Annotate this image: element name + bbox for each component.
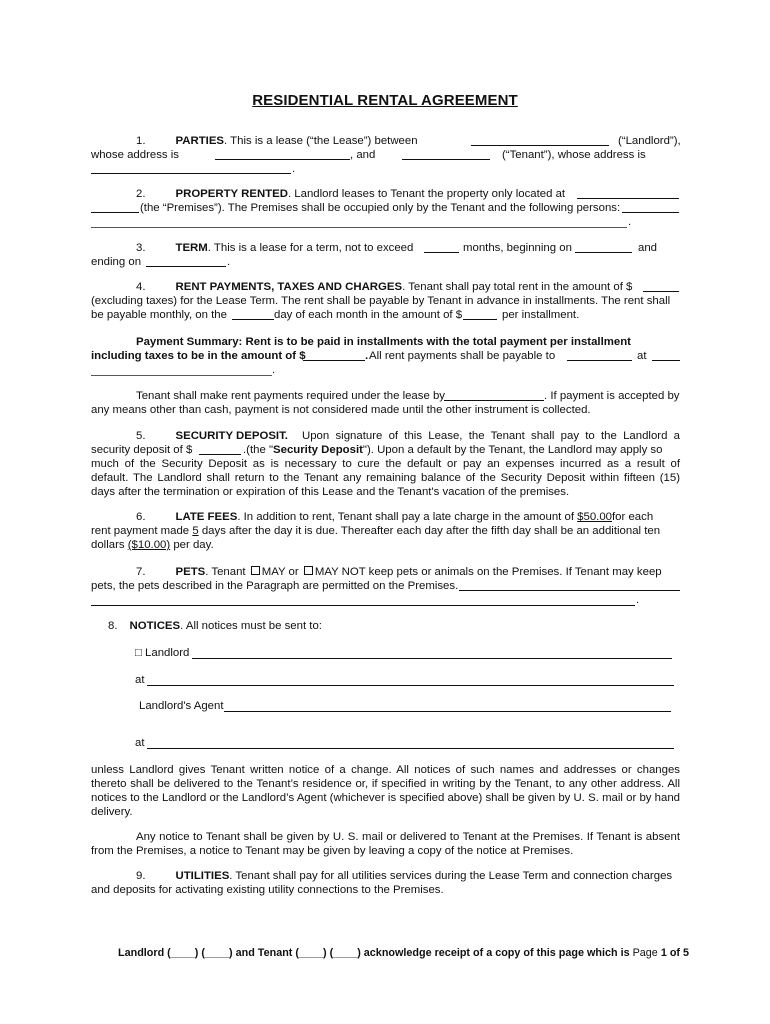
rent-text-3: be payable monthly, on the — [91, 309, 227, 321]
at-label: at — [135, 674, 145, 686]
landlord-address-blank[interactable] — [215, 149, 350, 160]
may-checkbox[interactable] — [251, 566, 260, 575]
section-text: . In addition to rent, Tenant shall pay a late charge in the amount of — [237, 511, 574, 523]
of-word: of — [669, 947, 681, 959]
agent-notice-label: Landlord's Agent — [139, 700, 224, 712]
page-total: 5 — [683, 947, 690, 959]
payee-blank[interactable] — [567, 350, 632, 361]
tenant-notice-text-1: Any notice to Tenant shall be given by U. S. mail or delivered to Tenant at the Premises. If Tenant is absent — [136, 831, 680, 843]
section-text: for each — [612, 511, 654, 523]
start-date-blank[interactable] — [575, 242, 632, 253]
period: . — [292, 163, 296, 175]
occupants-blank[interactable] — [622, 202, 679, 213]
ending-label: ending on — [91, 256, 142, 268]
section-heading: LATE FEES — [175, 511, 238, 523]
section-number: 8. — [108, 620, 118, 632]
deposit-amount-blank[interactable] — [199, 444, 241, 455]
payable-to-label: All rent payments shall be payable to — [369, 350, 556, 362]
section-text: . Tenant shall pay for all utilities services during the Lease Term and connection charges — [229, 870, 673, 882]
landlord-notice-blank[interactable] — [192, 658, 672, 659]
notices-text-2: thereto shall be delivered to the Tenant’s residence or, if specified in writing by the Tenant, to any other address. All — [91, 778, 680, 790]
tenant-notice-text-2: from the Premises, a notice to Tenant may be given by leaving a copy of the notice at Premises. — [91, 845, 574, 857]
period: . — [272, 364, 276, 376]
late-text: per day. — [173, 539, 214, 551]
section-7-line-1 — [136, 566, 662, 580]
section-6-line-1 — [136, 511, 653, 525]
payment-address-blank-line[interactable] — [91, 375, 272, 376]
tenant-label: (“Tenant”), whose address is — [502, 149, 646, 161]
page-number: 1 — [660, 947, 667, 959]
agent-notice-address-blank[interactable] — [147, 748, 674, 749]
and-label: and — [638, 242, 658, 254]
period: . — [227, 256, 231, 268]
section-heading: RENT PAYMENTS, TAXES AND CHARGES — [175, 281, 403, 293]
months-label: months, beginning on — [463, 242, 572, 254]
section-number: 9. — [136, 870, 146, 882]
section-4-line-1 — [136, 281, 632, 295]
installment-amount-blank[interactable] — [463, 309, 497, 320]
late-fees-line-2 — [91, 525, 660, 539]
rent-payments-line-1a: Tenant shall make rent payments required under the lease by — [136, 390, 445, 402]
total-rent-blank[interactable] — [643, 281, 679, 292]
tenant-name-blank[interactable] — [402, 149, 490, 160]
deposit-term: Security Deposit — [273, 444, 363, 456]
section-heading: TERM — [175, 242, 208, 254]
premises-text: (the “Premises”). The Premises shall be occupied only by the Tenant and the following persons: — [140, 202, 621, 214]
at-label: at — [135, 737, 145, 749]
period: . — [628, 216, 632, 228]
deposit-text-2b: .(the " — [243, 444, 274, 456]
rent-text-4: day of each month in the amount of $ — [274, 309, 463, 321]
payment-with-taxes-blank[interactable] — [303, 350, 365, 361]
rent-payments-line-1b: . If payment is accepted by — [544, 390, 680, 402]
whose-address-label: whose address is — [91, 149, 180, 161]
section-number: 5. — [136, 430, 146, 442]
occupants-blank-line[interactable] — [91, 227, 627, 228]
notices-text-4: delivery. — [91, 806, 133, 818]
property-location-blank-2[interactable] — [91, 202, 139, 213]
payment-summary-line-2a: including taxes to be in the amount of $ — [91, 350, 306, 362]
section-number: 4. — [136, 281, 146, 293]
section-heading: PARTIES — [175, 135, 225, 147]
late-fee-amount: $50.00 — [577, 511, 612, 523]
section-text: . This is a lease (“the Lease”) between — [224, 135, 418, 147]
deposit-text-3: much of the Security Deposit as is necessary to cure the default or pay an expenses incurred as a result of — [91, 458, 680, 470]
page-footer — [118, 947, 689, 959]
deposit-text-2a: security deposit of $ — [91, 444, 193, 456]
section-text: . Landlord leases to Tenant the property only located at — [287, 188, 566, 200]
may-label: MAY or — [261, 566, 299, 578]
period: . — [365, 350, 369, 362]
late-text: dollars — [91, 539, 125, 551]
deposit-text-2 — [243, 444, 662, 458]
notices-text-3: notices to the Landlord or the Landlord’s Agent (whichever is specified above) shall be given by U. S. mail or by hand — [91, 792, 680, 804]
agent-notice-blank[interactable] — [224, 711, 671, 712]
pets-description-blank[interactable] — [459, 580, 680, 591]
and-label: , and — [350, 149, 376, 161]
section-1-line-1 — [136, 135, 418, 149]
late-fees-line-3 — [91, 539, 214, 553]
payment-address-blank[interactable] — [652, 350, 680, 361]
pets-line-2: pets, the pets described in the Paragraph are permitted on the Premises. — [91, 580, 459, 592]
section-9-line-1 — [136, 870, 672, 884]
deposit-text-2d: "). Upon a default by the Tenant, the Landlord may apply so — [362, 444, 663, 456]
section-heading: UTILITIES — [175, 870, 230, 882]
landlord-name-blank[interactable] — [471, 135, 609, 146]
section-2-line-1 — [136, 188, 565, 202]
late-text: days after the day it is due. Thereafter each day after the fifth day shall be an additional ten — [201, 525, 661, 537]
notices-text-1: unless Landlord gives Tenant written notice of a change. All notices of such names and addresses or changes — [91, 764, 680, 776]
utilities-line-2: and deposits for activating existing utility connections to the Premises. — [91, 884, 444, 896]
section-8-line-1 — [108, 620, 322, 634]
section-text: . All notices must be sent to: — [180, 620, 322, 632]
landlord-label: (“Landlord”), — [618, 135, 681, 147]
section-number: 3. — [136, 242, 146, 254]
property-location-blank[interactable] — [577, 188, 679, 199]
document-title: RESIDENTIAL RENTAL AGREEMENT — [252, 92, 518, 109]
page-word: Page — [632, 947, 658, 959]
section-text: . Tenant shall pay total rent in the amount of $ — [402, 281, 633, 293]
at-label: at — [637, 350, 647, 362]
pets-description-blank-line[interactable] — [91, 605, 635, 606]
landlord-notice-label: □ Landlord — [135, 647, 190, 659]
may-not-label: MAY NOT keep pets or animals on the Premises. If Tenant may keep — [314, 566, 662, 578]
due-day-blank[interactable] — [232, 309, 274, 320]
rent-text-5: per installment. — [502, 309, 580, 321]
section-heading: PROPERTY RENTED — [175, 188, 288, 200]
daily-late-fee: ($10.00) — [127, 539, 171, 551]
rent-payments-line-2: any means other than cash, payment is not considered made until the other instrument is collected. — [91, 404, 591, 416]
section-text: . This is a lease for a term, not to exceed — [207, 242, 414, 254]
term-months-blank[interactable] — [424, 242, 459, 253]
deposit-text-4: default. The Landlord shall return to the Tenant any remaining balance of the Security Deposit within fifteen (15) — [91, 472, 680, 484]
section-3-line-1 — [136, 242, 413, 256]
section-heading: PETS — [175, 566, 206, 578]
acknowledgement-text: Landlord (____) (____) and Tenant (____) (____) acknowledge receipt of a copy of this page which is — [118, 947, 630, 959]
deposit-text-1: Upon signature of this Lease, the Tenant shall pay to the Landlord a — [302, 430, 680, 442]
payment-method-blank[interactable] — [444, 390, 544, 401]
grace-days: 5 — [192, 525, 199, 537]
rent-text-2: (excluding taxes) for the Lease Term. The rent shall be payable by Tenant in advance in installments. The rent shall — [91, 295, 671, 307]
section-text: . Tenant — [205, 566, 246, 578]
section-number: 6. — [136, 511, 146, 523]
deposit-text-5: days after the termination or expiration of this Lease and the Tenant's vacation of the premises. — [91, 486, 570, 498]
section-heading: SECURITY DEPOSIT. — [175, 430, 288, 442]
section-number: 7. — [136, 566, 146, 578]
landlord-notice-address-blank[interactable] — [147, 685, 674, 686]
section-number: 2. — [136, 188, 146, 200]
may-not-checkbox[interactable] — [304, 566, 313, 575]
section-heading: NOTICES — [129, 620, 181, 632]
end-date-blank[interactable] — [146, 256, 226, 267]
period: . — [636, 594, 640, 606]
section-number: 1. — [136, 135, 146, 147]
section-5-line-1 — [136, 430, 288, 444]
late-text: rent payment made — [91, 525, 190, 537]
payment-summary-line-1: Payment Summary: Rent is to be paid in installments with the total payment per installment — [136, 336, 631, 348]
tenant-address-blank[interactable] — [91, 163, 291, 174]
